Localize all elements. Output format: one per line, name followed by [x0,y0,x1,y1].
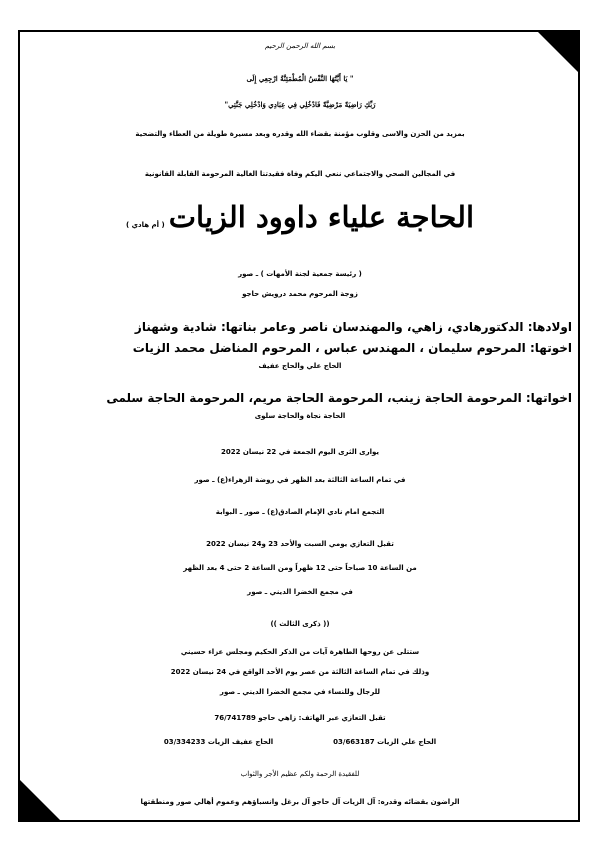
third-day-title: (( ذكرى الثالث )) [270,620,330,628]
deceased-nickname: ( أم هادي ) [125,221,165,229]
intro-line-2: في المجالين الصحي والاجتماعي ننعي اليكم وفاة فقيدتنا الغالية المرحومة القابلة القانونية [144,170,456,178]
third-day-line-2: وذلك في تمام الساعة الثالثة من عصر يوم الأحد الواقع في 24 نيسان 2022 [170,668,430,676]
condolences-line-3: في مجمع الخضرا الديني ـ صور [247,588,353,596]
burial-line-1: يوارى الثرى اليوم الجمعة في 22 نيسان 2022 [220,448,380,456]
sisters-line-2: الحاجة نجاة والحاجة سلوى [254,412,346,420]
third-day-line-3: للرجال وللنساء في مجمع الخضرا الديني ـ صور [219,688,381,696]
brothers-line-1: اخوتها: المرحوم سليمان ، المهندس عباس ، المرحوم المناضل محمد الزيات [132,341,572,355]
phone-numbers-row [22,738,578,746]
condolences-line-2: من الساعة 10 صباحاً حتى 12 ظهراً ومن الساعة 2 حتى 4 بعد الظهر [183,564,417,572]
deceased-name-row [22,200,578,234]
children-line: اولادها: الدكتورهادي، زاهي، والمهندسان ناصر وعامر بناتها: شادية وشهناز [134,320,572,334]
grieving-families: الراضون بقضائه وقدره: آل الزيات آل حاجو آل برغل وانسباؤهم وعموم أهالي صور ومنطقتها [140,798,460,806]
phone-condolences-line: تقبل التعازي عبر الهاتف: زاهي حاجو 76/741789 [214,714,386,722]
quran-verse-line-1: " يَا أَيَّتُهَا النَّفْسُ الْمُطْمَئِنَّةُ ارْجِعِي إِلَى [246,74,354,83]
basmala: بسم الله الرحمن الرحيم [264,42,336,50]
intro-line-1: بمزيد من الحزن والاسى وقلوب مؤمنة بقضاء الله وقدره وبعد مسيرة طويلة من العطاء والتضحية [135,130,465,138]
burial-line-2: في تمام الساعة الثالثة بعد الظهر في روضة الزهراء(ع) ـ صور [194,476,406,484]
third-day-line-1: ستتلى عن روحها الطاهرة آيات من الذكر الحكيم ومجلس عزاء حسيني [180,648,420,656]
phone-ali: الحاج علي الزيات 03/663187 [333,738,437,746]
obituary-content [22,36,578,822]
deceased-name: الحاجة علياء داوود الزيات [168,200,475,234]
brothers-line-2: الحاج علي والحاج عفيف [258,362,342,370]
quran-verse-line-2: رَبِّكِ رَاضِيَةً مَرْضِيَّةً فَادْخُلِي فِي عِبَادِي وَادْخُلِي جَنَّتِي" [224,100,376,109]
sisters-line-1: اخواتها: المرحومة الحاجة زينب، المرحومة الحاجة مريم، المرحومة الحاجة سلمى [106,391,572,405]
phone-afif: الحاج عفيف الزيات 03/334233 [163,738,274,746]
deceased-role: ( رئيسة جمعية لجنة الأمهات ) ـ صور [238,270,362,278]
burial-line-3: التجمع امام نادي الإمام الصادق(ع) ـ صور ـ البوابة [215,508,385,516]
closing-prayer: للفقيدة الرحمة ولكم عظيم الأجر والثواب [240,770,360,778]
condolences-line-1: تقبل التعازي يومي السبت والأحد 23 و24 نيسان 2022 [206,540,394,548]
deceased-spouse: زوجة المرحوم محمد درويش حاجو [242,290,358,298]
